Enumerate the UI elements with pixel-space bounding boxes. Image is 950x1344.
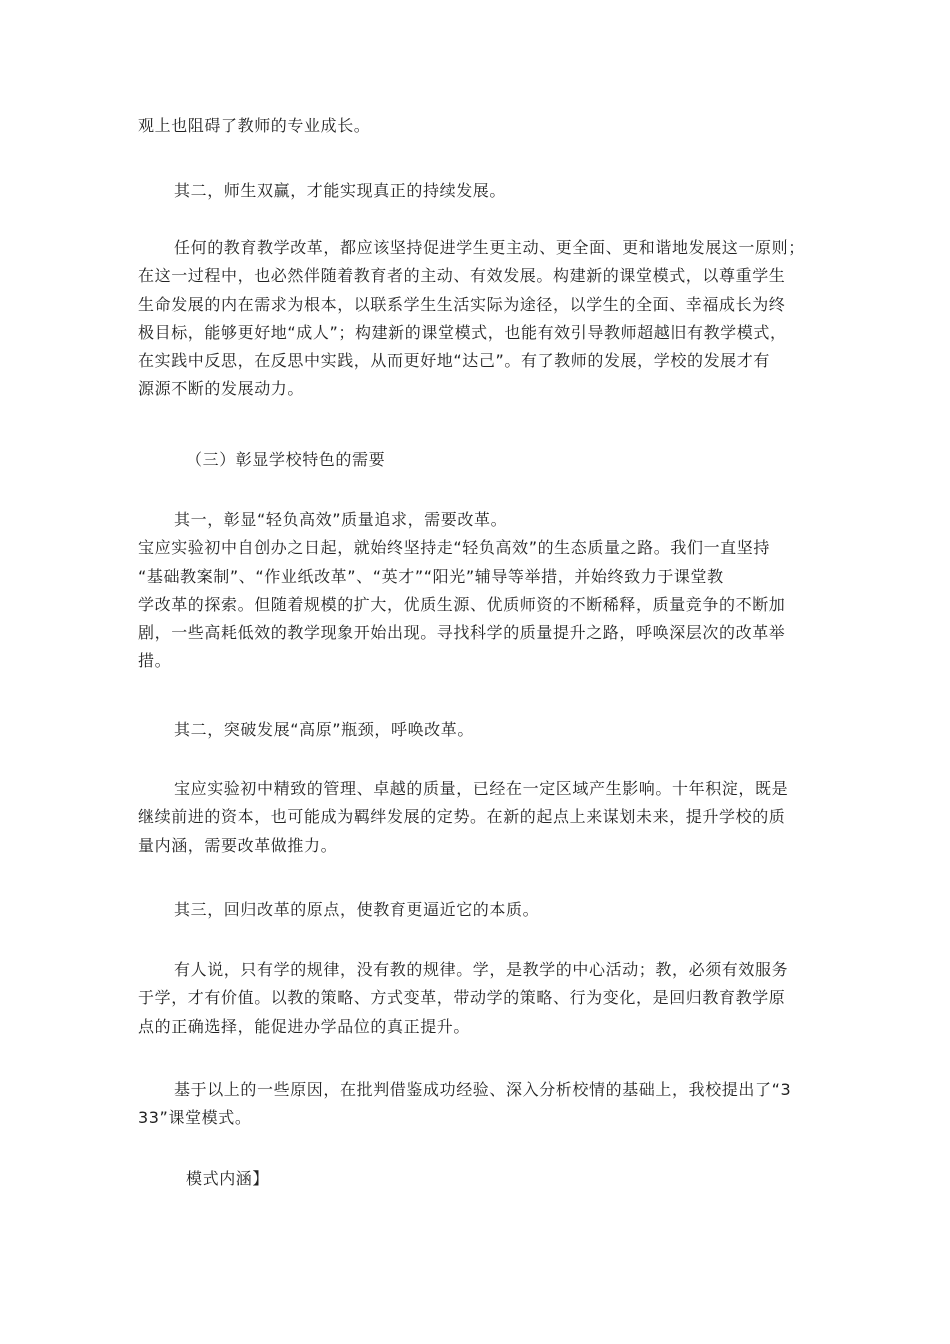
paragraph-management	[138, 775, 818, 860]
text-line: 继续前进的资本，也可能成为羁绊发展的定势。在新的起点上来谋划未来，提升学校的质	[138, 807, 786, 827]
text-line: 学改革的探索。但随着规模的扩大，优质生源、优质师资的不断稀释，质量竞争的不断加	[138, 594, 786, 614]
text-line: 源源不断的发展动力。	[138, 379, 305, 399]
text-line: 宝应实验初中精致的管理、卓越的质量，已经在一定区域产生影响。十年积淀，既是	[174, 779, 789, 798]
text-line: 宝应实验初中自创办之日起，就始终坚持走“轻负高效”的生态质量之路。我们一直坚持	[138, 538, 770, 558]
text-line: 在这一过程中，也必然伴随着教育者的主动、有效发展。构建新的课堂模式，以尊重学生	[138, 266, 786, 286]
text-line: 极目标，能够更好地“成人”；构建新的课堂模式，也能有效引导教师超越旧有教学模式，	[138, 322, 787, 342]
paragraph-reform-principle	[138, 234, 818, 404]
text-line: 剧，一些高耗低效的教学现象开始出现。寻找科学的质量提升之路，呼唤深层次的改革举	[138, 623, 786, 643]
text-line: 其二，突破发展“高原”瓶颈，呼唤改革。	[174, 720, 474, 739]
text-line: 措。	[138, 651, 172, 671]
text-line: 其一，彰显“轻负高效”质量追求，需要改革。	[174, 510, 508, 529]
paragraph-return-origin	[138, 896, 818, 924]
paragraph-continuation	[138, 112, 818, 140]
text-line: 33”课堂模式。	[138, 1108, 252, 1128]
text-line: 其二，师生双赢，才能实现真正的持续发展。	[174, 181, 507, 200]
text-line: 任何的教育教学改革，都应该坚持促进学生更主动、更全面、更和谐地发展这一原则；	[174, 238, 805, 257]
text-line: 基于以上的一些原因，在批判借鉴成功经验、深入分析校情的基础上，我校提出了“3	[174, 1080, 792, 1099]
paragraph-light-burden	[138, 506, 818, 676]
text-line: 其三，回归改革的原点，使教育更逼近它的本质。	[174, 900, 540, 919]
section-heading: 模式内涵】	[186, 1169, 270, 1188]
section-heading: （三）彰显学校特色的需要	[186, 450, 386, 469]
text-line: 生命发展的内在需求为根本，以联系学生生活实际为途径，以学生的全面、幸福成长为终	[138, 294, 786, 314]
text-line: 于学，才有价值。以教的策略、方式变革，带动学的策略、行为变化，是回归教育教学原	[138, 988, 786, 1008]
text-line: 在实践中反思，在反思中实践，从而更好地“达己”。有了教师的发展，学校的发展才有	[138, 351, 770, 371]
paragraph-teacher-student-win	[138, 177, 818, 205]
section-heading-school-features	[138, 446, 818, 474]
paragraph-plateau	[138, 716, 818, 744]
paragraph-learning-law	[138, 956, 818, 1041]
text-line: 量内涵，需要改革做推力。	[138, 835, 338, 855]
paragraph-333-model	[138, 1076, 818, 1133]
section-heading-model-meaning	[138, 1165, 818, 1193]
text-line: 观上也阻碍了教师的专业成长。	[138, 116, 371, 135]
text-line: 点的正确选择，能促进办学品位的真正提升。	[138, 1016, 471, 1036]
text-line: “基础教案制”、“作业纸改革”、“英才”“阳光”辅导等举措，并始终致力于课堂教	[138, 566, 724, 586]
text-line: 有人说，只有学的规律，没有教的规律。学，是教学的中心活动；教，必须有效服务	[174, 960, 789, 979]
